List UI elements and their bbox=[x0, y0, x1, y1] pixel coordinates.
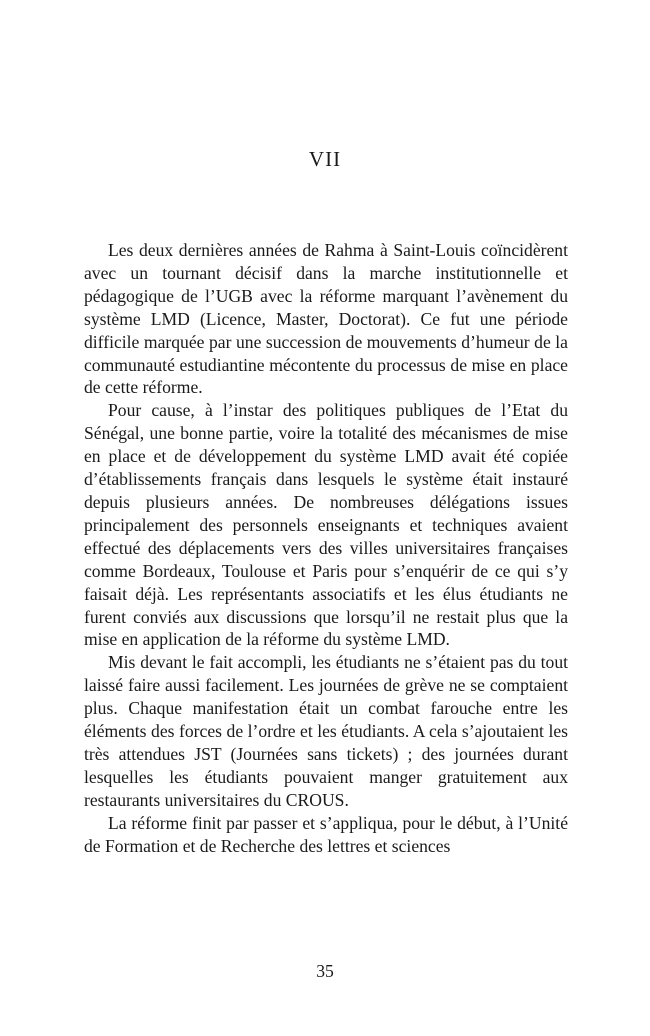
chapter-title: VII bbox=[308, 147, 342, 171]
paragraph: Les deux dernières années de Rahma à Saint-Louis coïncidèrent avec un tournant décisif dans la marche institutionnelle et pédagogique de l’UGB avec la réforme marquant l’avènement du système LMD (Licence, Master, Doctorat). Ce fut une période difficile marquée par une succession de mouvements d’humeur de la communauté estudiantine mécontente du processus de mise en place de cette réforme. bbox=[84, 240, 568, 398]
paragraph: Pour cause, à l’instar des politiques publiques de l’Etat du Sénégal, une bonne partie, voire la totalité des mécanismes de mise en place et de développement du système LMD avait été copiée d’établissements français dans lesquels le système était instauré depuis plusieurs années. De nombreuses délégations issues principalement des personnels enseignants et techniques avaient effectué des déplacements vers des villes universitaires françaises comme Bordeaux, Toulouse et Paris pour s’enquérir de ce qui s’y faisait déjà. Les représentants associatifs et les élus étudiants ne furent conviés aux discussions que lorsqu’il ne restait plus que la mise en application de la réforme du système LMD. bbox=[84, 400, 568, 650]
paragraph: La réforme finit par passer et s’appliqua, pour le début, à l’Unité de Formation et de Recherche des lettres et sciences bbox=[84, 812, 568, 856]
body-text bbox=[84, 239, 568, 857]
paragraph: Mis devant le fait accompli, les étudiants ne s’étaient pas du tout laissé faire aussi facilement. Les journées de grève ne se comptaient plus. Chaque manifestation était un combat farouche entre les éléments des forces de l’ordre et les étudiants. A cela s’ajoutaient les très attendues JST (Journées sans tickets) ; des journées durant lesquelles les étudiants pouvaient manger gratuitement aux restaurants universitaires du CROUS. bbox=[84, 652, 568, 810]
page-number: 35 bbox=[316, 961, 334, 981]
